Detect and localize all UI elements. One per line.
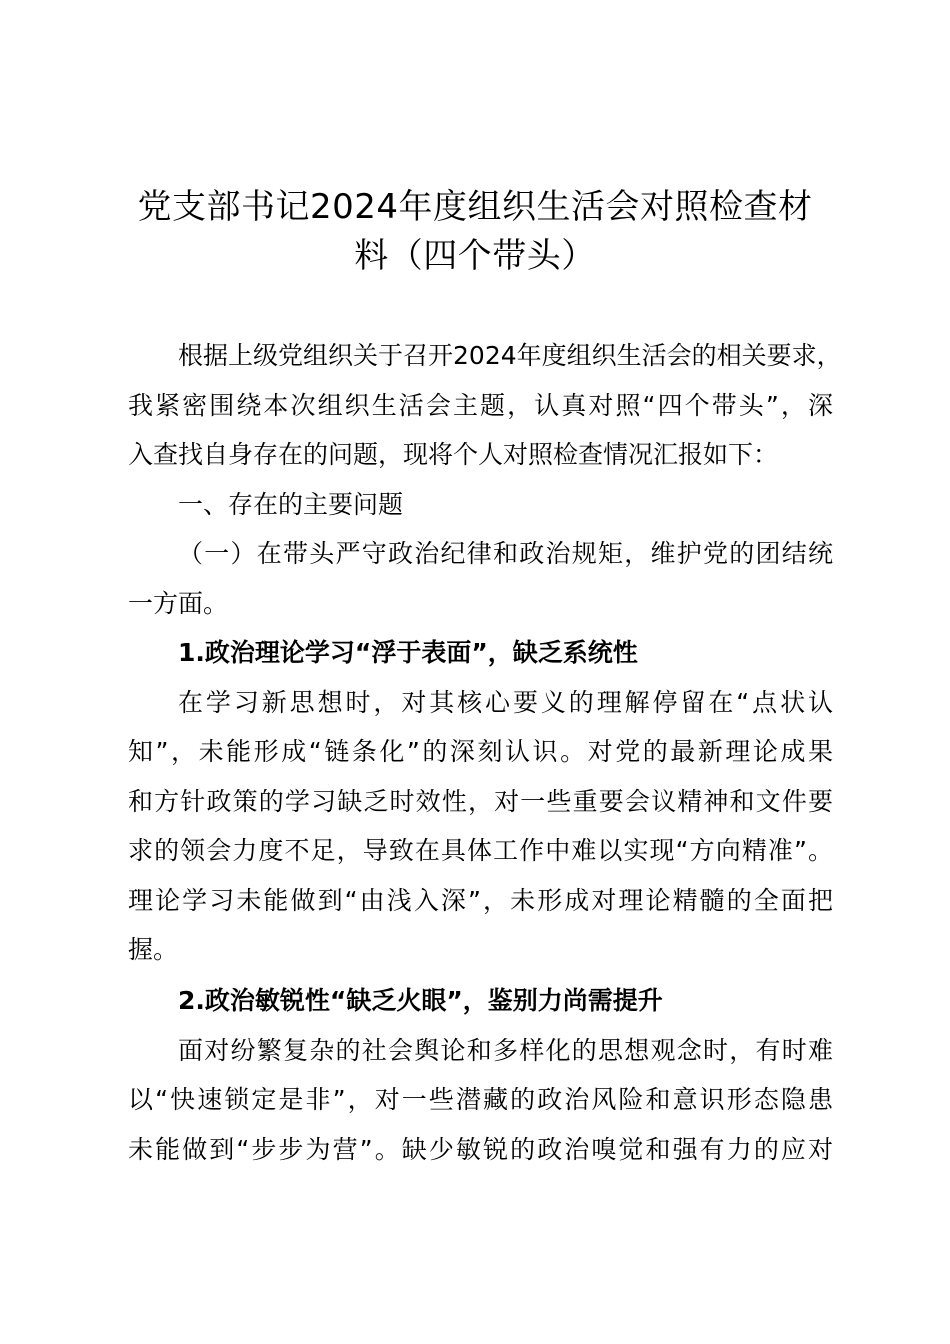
point-1-paragraph-line: 求的领会力度不足，导致在具体工作中难以实现“方向精准”。 <box>128 836 833 865</box>
point-1-paragraph-line: 在学习新思想时，对其核心要义的理解停留在“点状认 <box>178 688 833 717</box>
document-title-line-2: 料（四个带头） <box>354 236 596 276</box>
intro-paragraph-line: 我紧密围绕本次组织生活会主题，认真对照“四个带头”，深 <box>128 391 833 420</box>
point-2-paragraph-line: 面对纷繁复杂的社会舆论和多样化的思想观念时，有时难 <box>178 1036 833 1065</box>
subsection-heading-line: （一）在带头严守政治纪律和政治规矩，维护党的团结统 <box>178 539 833 568</box>
section-heading: 一、存在的主要问题 <box>178 490 404 519</box>
intro-paragraph-line: 入查找自身存在的问题，现将个人对照检查情况汇报如下： <box>128 440 779 469</box>
point-1-paragraph-line: 握。 <box>128 935 179 964</box>
point-1-paragraph-line: 理论学习未能做到“由浅入深”，未形成对理论精髓的全面把 <box>128 886 833 915</box>
point-1-paragraph-line: 知”，未能形成“链条化”的深刻认识。对党的最新理论成果 <box>128 737 833 766</box>
point-1-paragraph-line: 和方针政策的学习缺乏时效性，对一些重要会议精神和文件要 <box>128 787 833 816</box>
subsection-heading-line: 一方面。 <box>128 589 229 618</box>
point-2-paragraph-line: 以“快速锁定是非”，对一些潜藏的政治风险和意识形态隐患 <box>128 1085 833 1114</box>
point-1-heading: 1.政治理论学习“浮于表面”，缺乏系统性 <box>178 638 638 667</box>
point-2-paragraph-line: 未能做到“步步为营”。缺少敏锐的政治嗅觉和强有力的应对 <box>128 1135 833 1164</box>
point-2-heading: 2.政治敏锐性“缺乏火眼”，鉴别力尚需提升 <box>178 986 663 1015</box>
intro-paragraph-line: 根据上级党组织关于召开2024年度组织生活会的相关要求， <box>178 341 842 370</box>
document-title-line-1: 党支部书记2024年度组织生活会对照检查材 <box>137 187 813 227</box>
